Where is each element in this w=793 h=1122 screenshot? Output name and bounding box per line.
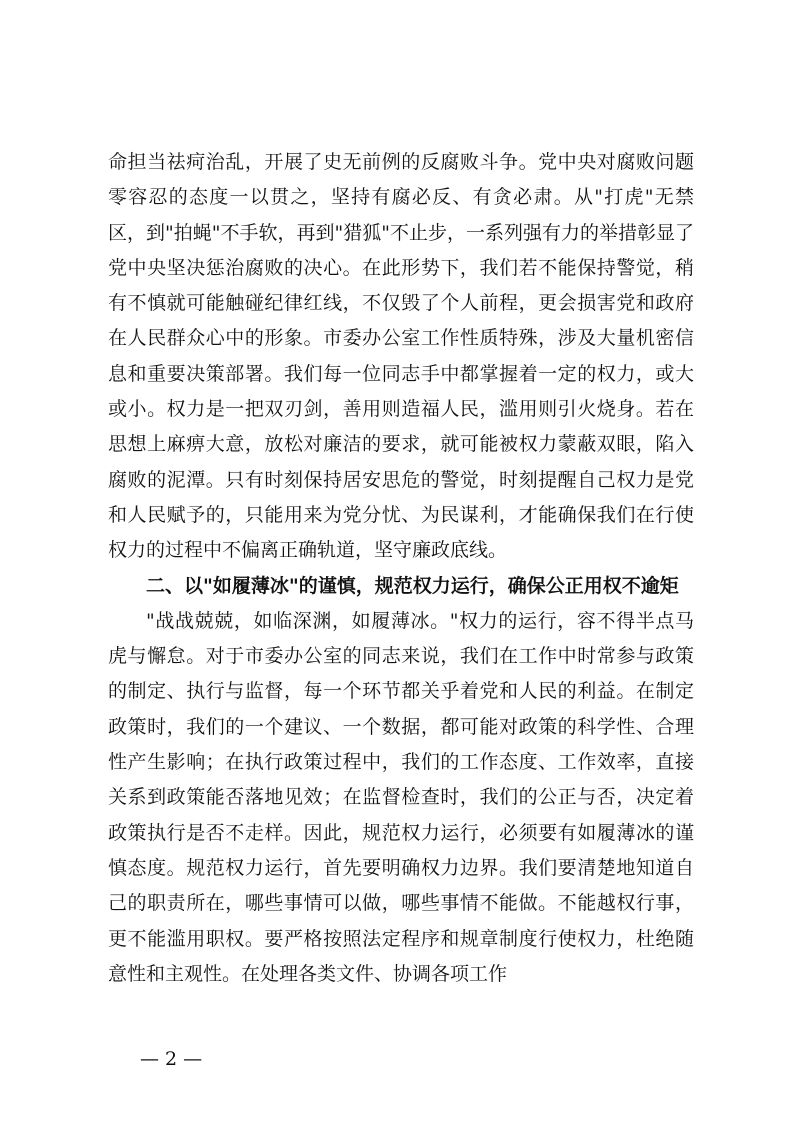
body-paragraph-continued: 命担当祛疴治乱，开展了史无前例的反腐败斗争。党中央对腐败问题零容忍的态度一以贯之，坚持有腐必反、有贪必肃。从"打虎"无禁区，到"拍蝇"不手软，再到"猎狐"不止步，一系列强有力的举措彰显了党中央坚决惩治腐败的决心。在此形势下，我们若不能保持警觉，稍有不慎就可能触碰纪律红线，不仅毁了个人前程，更会损害党和政府在人民群众心中的形象。市委办公室工作性质特殊，涉及大量机密信息和重要决策部署。我们每一位同志手中都掌握着一定的权力，或大或小。权力是一把双刃剑，善用则造福人民，滥用则引火烧身。若在思想上麻痹大意，放松对廉洁的要求，就可能被权力蒙蔽双眼，陷入腐败的泥潭。只有时刻保持居安思危的警觉，时刻提醒自己权力是党和人民赋予的，只能用来为党分忧、为民谋利，才能确保我们在行使权力的过程中不偏离正确轨道，坚守廉政底线。 [108, 151, 694, 562]
document-body [108, 145, 694, 992]
body-paragraph: "战战兢兢，如临深渊，如履薄冰。"权力的运行，容不得半点马虎与懈怠。对于市委办公室的同志来说，我们在工作中时常参与政策的制定、执行与监督，每一个环节都关乎着党和人民的利益。在制定政策时，我们的一个建议、一个数据，都可能对政策的科学性、合理性产生影响；在执行政策过程中，我们的工作态度、工作效率，直接关系到政策能否落地见效；在监督检查时，我们的公正与否，决定着政策执行是否不走样。因此，规范权力运行，必须要有如履薄冰的谨慎态度。规范权力运行，首先要明确权力边界。我们要清楚地知道自己的职责所在，哪些事情可以做，哪些事情不能做。不能越权行事，更不能滥用职权。要严格按照法定程序和规章制度行使权力，杜绝随意性和主观性。在处理各类文件、协调各项工作 [108, 609, 694, 985]
page-number: — 2 — [140, 1048, 203, 1070]
section-heading: 二、以"如履薄冰"的谨慎，规范权力运行，确保公正用权不逾矩 [146, 574, 679, 597]
